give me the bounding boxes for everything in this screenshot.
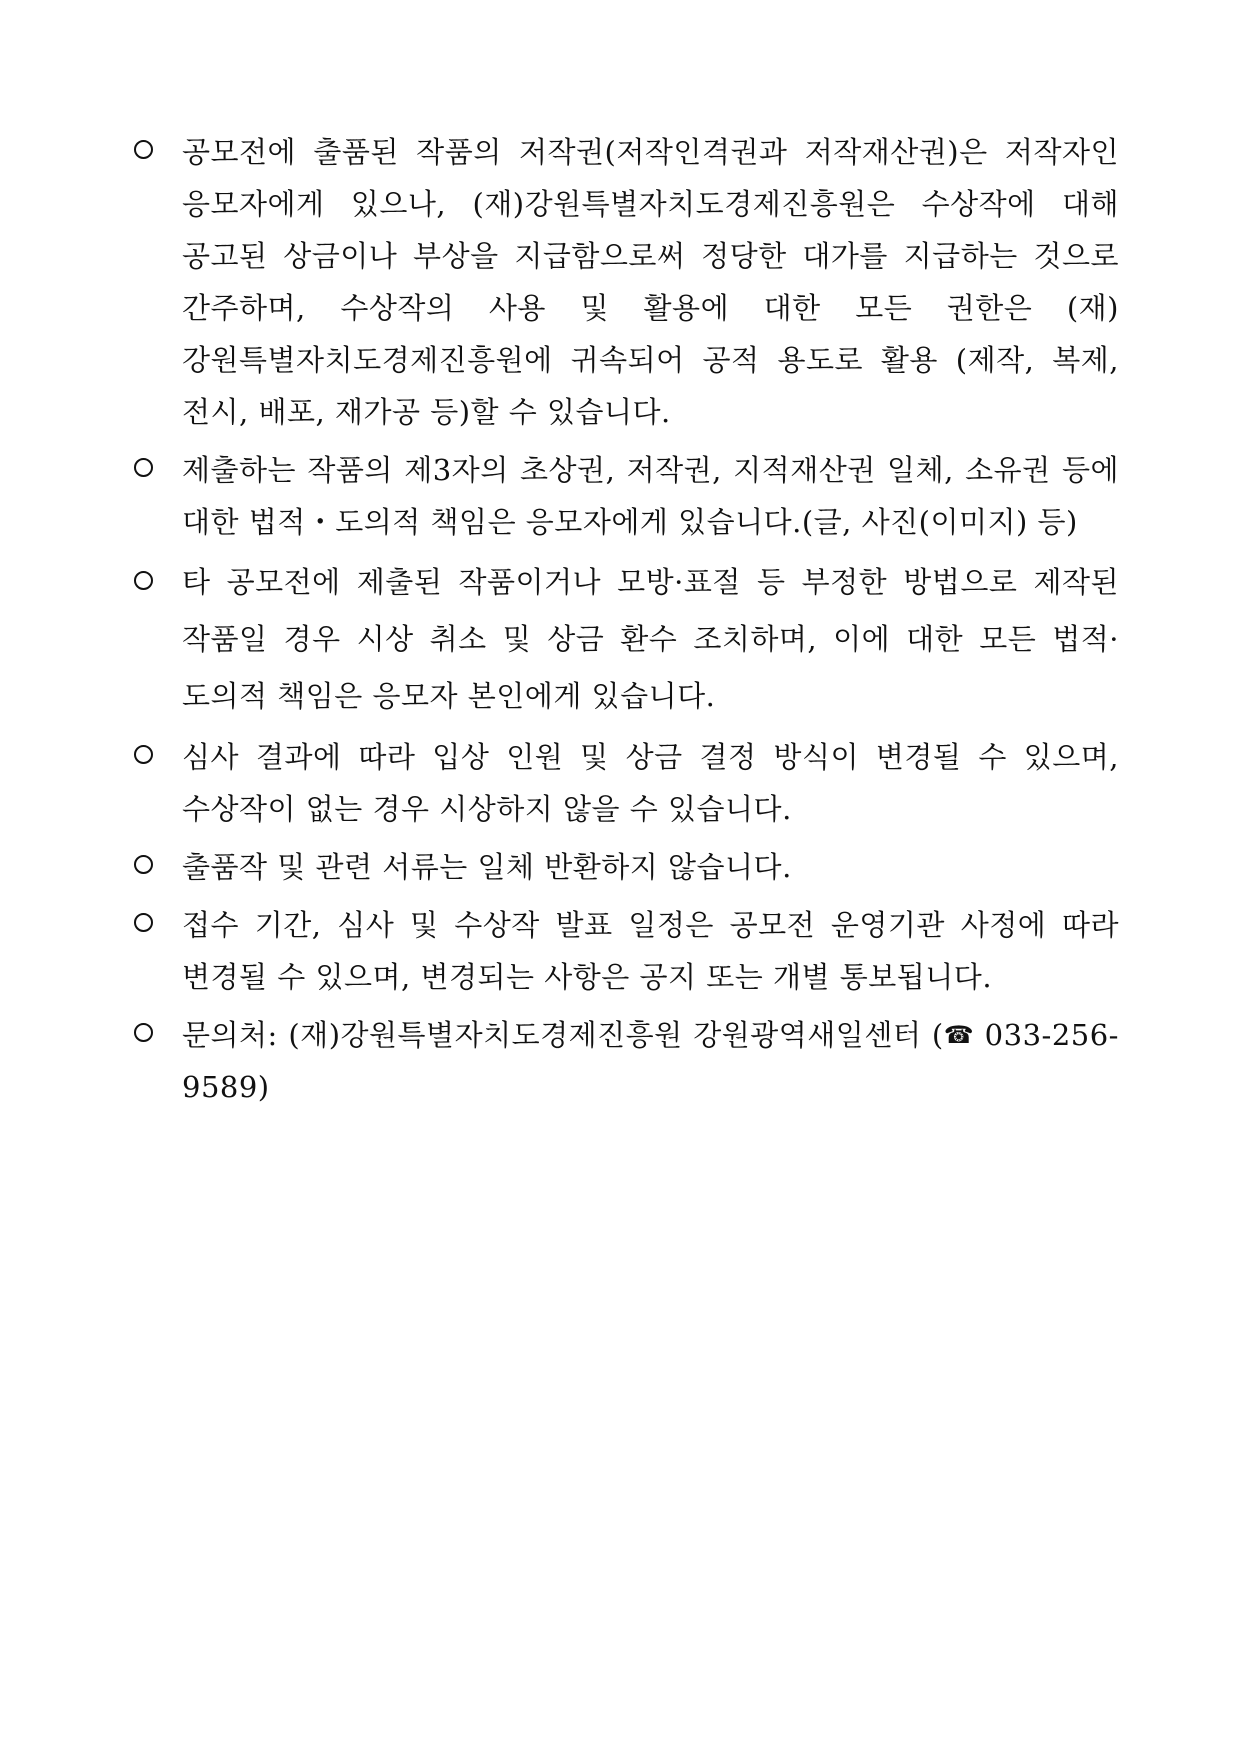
notice-text: 출품작 및 관련 서류는 일체 반환하지 않습니다. [182,850,792,884]
circle-bullet-icon [134,855,153,874]
notice-item-copyright [134,126,1119,438]
circle-bullet-icon [134,913,153,932]
circle-bullet-icon [134,140,153,159]
contact-prefix: 문의처: (재)강원특별자치도경제진흥원 강원광역새일센터 ( [182,1018,944,1052]
circle-bullet-icon [134,458,153,477]
notice-text: 타 공모전에 제출된 작품이거나 모방·표절 등 부정한 방법으로 제작된 작품일 경우 시상 취소 및 상금 환수 조치하며, 이에 대한 모든 법적·도의적 책임은 응모자 본인에게 있습니다. [182,565,1119,713]
notice-text: 제출하는 작품의 제3자의 초상권, 저작권, 지적재산권 일체, 소유권 등에 대한 법적・도의적 책임은 응모자에게 있습니다.(글, 사진(이미지) 등) [182,453,1119,539]
telephone-icon: ☎ [943,1021,975,1049]
circle-bullet-icon [134,745,153,764]
contact-text [182,1009,1119,1113]
notice-item-plagiarism [134,554,1119,725]
notice-item-third-party-rights [134,444,1119,548]
notice-list [134,126,1119,1113]
circle-bullet-icon [134,571,153,590]
notice-item-judging-results [134,731,1119,835]
notice-text: 공모전에 출품된 작품의 저작권(저작인격권과 저작재산권)은 저작자인 응모자에게 있으나, (재)강원특별자치도경제진흥원은 수상작에 대해 공고된 상금이나 부상을 지급함으로써 정당한 대가를 지급하는 것으로 간주하며, 수상작의 사용 및 활용에 대한 모든 권한은 (재)강원특별자치도경제진흥원에 귀속되어 공적 용도로 활용 (제작, 복제, 전시, 배포, 재가공 등)할 수 있습니다. [182,135,1119,429]
notice-text: 접수 기간, 심사 및 수상작 발표 일정은 공모전 운영기관 사정에 따라 변경될 수 있으며, 변경되는 사항은 공지 또는 개별 통보됩니다. [182,908,1119,994]
contact-phone: 033-256-9589) [182,1018,1119,1104]
notice-item-contact [134,1009,1119,1113]
notice-text: 심사 결과에 따라 입상 인원 및 상금 결정 방식이 변경될 수 있으며, 수상작이 없는 경우 시상하지 않을 수 있습니다. [182,740,1119,826]
circle-bullet-icon [134,1023,153,1042]
notice-item-no-return [134,841,1119,893]
notice-item-schedule-change [134,899,1119,1003]
